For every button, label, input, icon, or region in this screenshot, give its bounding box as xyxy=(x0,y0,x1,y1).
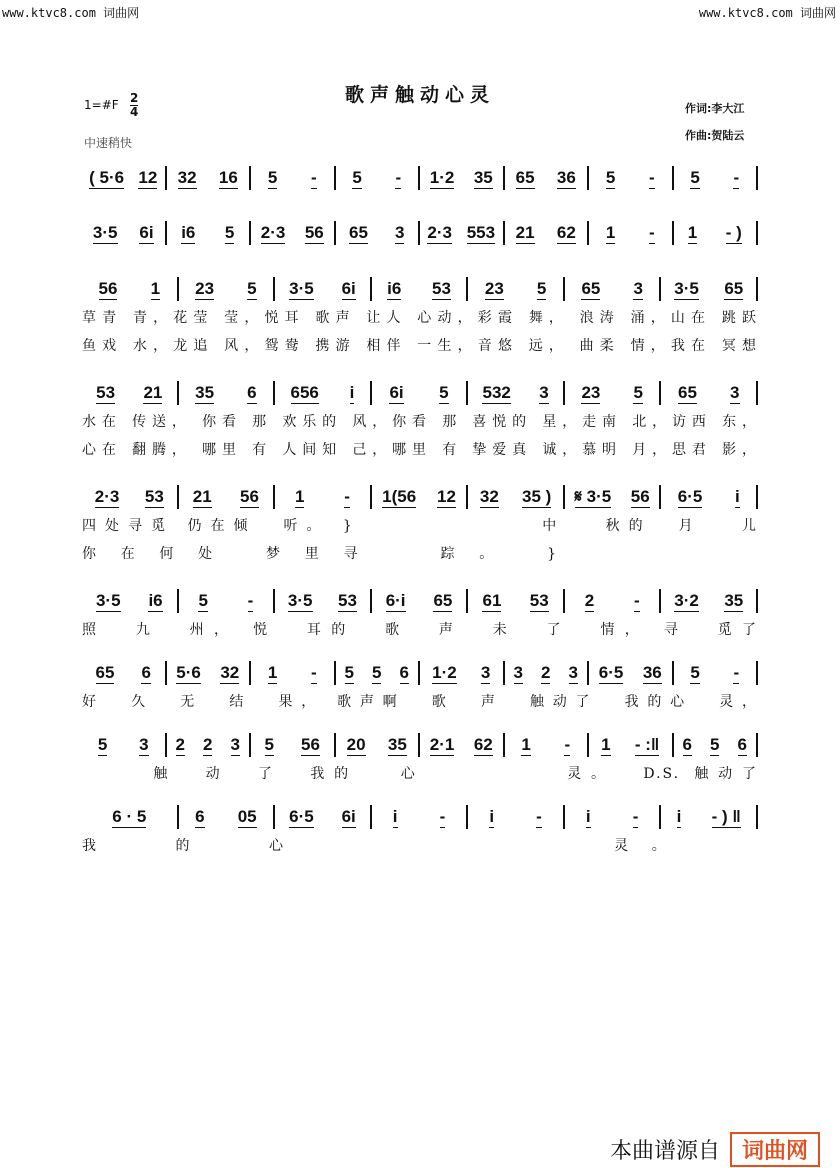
note-group: 1 xyxy=(150,278,161,298)
note-group: 2 xyxy=(584,590,595,610)
measure xyxy=(505,733,590,757)
note-group: i xyxy=(585,806,591,826)
note-group: 1·2 xyxy=(429,167,455,187)
note-group: i6 xyxy=(148,590,163,610)
note-group: 2 xyxy=(175,734,185,754)
note-group: i xyxy=(349,382,355,402)
note-group: - xyxy=(733,662,740,682)
note-group: 5 xyxy=(264,734,274,754)
measure xyxy=(661,805,758,829)
notation-row xyxy=(82,661,758,685)
lyrics-line: 鱼戏 水，龙追 风，鸳鸯 携游 相伴 一生，音悠 远， 曲柔 情，我在 冥想 xyxy=(82,338,758,354)
measure xyxy=(251,733,336,757)
note-group: 6 xyxy=(682,734,692,754)
lyrics-line: 我 的 心 灵。 xyxy=(82,838,758,854)
note-group: 36 xyxy=(642,662,662,682)
measure xyxy=(589,733,674,757)
note-group: 2·3 xyxy=(260,222,286,242)
note-group: 65 xyxy=(678,382,697,402)
measure xyxy=(565,381,662,405)
note-group: 3·5 xyxy=(674,278,699,298)
notation-row xyxy=(82,381,758,405)
measure xyxy=(589,166,674,190)
lyrics-line: 四处寻觅 仍在倾 听。 } 中 秋的 月 儿 xyxy=(82,518,758,534)
note-group: 35 xyxy=(195,382,215,402)
note-group: 2 xyxy=(541,662,551,682)
note-group: 20 xyxy=(346,734,366,754)
measure xyxy=(372,589,469,613)
measure xyxy=(505,221,590,245)
note-group: 6·5 xyxy=(598,662,624,682)
note-group: 6·5 xyxy=(289,806,314,826)
measure xyxy=(167,661,252,685)
note-group: 3 xyxy=(633,278,643,298)
note-group: 3 xyxy=(513,662,523,682)
note-group: 23 xyxy=(195,278,215,298)
note-group: 2·1 xyxy=(429,734,455,754)
note-group: 32 xyxy=(479,486,499,506)
note-group: - xyxy=(733,167,740,187)
measure xyxy=(167,221,252,245)
measure xyxy=(82,733,167,757)
measure xyxy=(420,166,505,190)
note-group: i6 xyxy=(387,278,402,298)
note-group: 12 xyxy=(436,486,456,506)
note-group: 53 xyxy=(96,382,116,402)
note-group: 65 xyxy=(95,662,115,682)
measure xyxy=(179,485,276,509)
note-group: 65 xyxy=(433,590,453,610)
measure xyxy=(661,485,758,509)
note-group: 1(56 xyxy=(382,486,417,506)
measure xyxy=(505,661,590,685)
time-bottom: 4 xyxy=(130,105,139,119)
measure xyxy=(674,166,759,190)
note-group: i xyxy=(676,806,682,826)
note-group: 65 xyxy=(581,278,601,298)
lyrics-line: 草青 青，花莹 莹，悦耳 歌声 让人 心动，彩霞 舞， 浪涛 涌，山在 跳跃 xyxy=(82,310,758,326)
composer: 作曲:贺陆云 xyxy=(685,129,745,142)
notation-row xyxy=(82,221,758,245)
note-group: 5 xyxy=(690,662,700,682)
notation-row xyxy=(82,589,758,613)
note-group: 6i xyxy=(341,278,356,298)
note-group: 56 xyxy=(630,486,650,506)
note-group: 6 xyxy=(737,734,747,754)
measure xyxy=(251,221,336,245)
measure xyxy=(179,589,276,613)
lyrics-line: 你在何处 梦里寻 踪。 } xyxy=(82,546,758,562)
lyrics-line: 照 九 州， 悦 耳的 歌 声 未 了 情， 寻 觅了 xyxy=(82,622,758,638)
note-group: 1·2 xyxy=(432,662,457,682)
measure xyxy=(251,661,336,685)
measure xyxy=(179,805,276,829)
measure xyxy=(251,166,336,190)
measure xyxy=(179,277,276,301)
note-group: i xyxy=(734,486,740,506)
note-group: 35 ) xyxy=(521,486,552,506)
note-group: 6 · 5 xyxy=(112,806,147,826)
note-group: 36 xyxy=(556,167,576,187)
note-group: 5 xyxy=(372,662,382,682)
measure xyxy=(589,221,674,245)
note-group: 3 xyxy=(139,734,149,754)
note-group: 656 xyxy=(290,382,319,402)
note-group: 21 xyxy=(143,382,163,402)
note-group: 3 xyxy=(730,382,740,402)
note-group: 5 xyxy=(247,278,257,298)
note-group: 6 xyxy=(399,662,409,682)
measure xyxy=(275,589,372,613)
note-group: 53 xyxy=(144,486,164,506)
measure xyxy=(179,381,276,405)
note-group: 65 xyxy=(349,222,368,242)
note-group: 2 xyxy=(203,734,213,754)
note-group: 5 xyxy=(690,167,700,187)
measure xyxy=(565,277,662,301)
note-group: 56 xyxy=(301,734,320,754)
measure xyxy=(372,805,469,829)
note-group: - xyxy=(395,167,402,187)
note-group: 53 xyxy=(338,590,357,610)
note-group: 32 xyxy=(177,167,197,187)
watermark-right: www.ktvc8.com 词曲网 xyxy=(698,6,836,20)
measure xyxy=(661,277,758,301)
note-group: 5 xyxy=(198,590,208,610)
note-group: 3 xyxy=(568,662,578,682)
measure xyxy=(275,805,372,829)
measure xyxy=(372,381,469,405)
measure xyxy=(82,661,167,685)
note-group: 65 xyxy=(724,278,744,298)
note-group: 3·5 xyxy=(92,222,118,242)
note-group: - xyxy=(247,590,254,610)
watermark-left: www.ktvc8.com 词曲网 xyxy=(2,6,140,20)
notation-row xyxy=(82,166,758,190)
measure xyxy=(420,733,505,757)
note-group: 𝄋 3·5 xyxy=(574,486,612,506)
measure xyxy=(565,805,662,829)
note-group: i xyxy=(392,806,398,826)
measure xyxy=(674,221,759,245)
note-group: 3·5 xyxy=(287,590,313,610)
notation-row xyxy=(82,277,758,301)
note-group: 6 xyxy=(247,382,257,402)
measure xyxy=(372,485,469,509)
note-group: 5·6 xyxy=(176,662,201,682)
notation-row xyxy=(82,485,758,509)
lyrics-line: 水在 传送， 你看 那 欢乐的 风，你看 那 喜悦的 星，走南 北，访西 东， xyxy=(82,414,758,430)
key-signature: 1=#F xyxy=(84,98,119,112)
footer-text: 本曲谱源自 xyxy=(610,1139,721,1164)
note-group: 3·2 xyxy=(674,590,699,610)
notation-row xyxy=(82,805,758,829)
note-group: 56 xyxy=(98,278,118,298)
measure xyxy=(82,805,179,829)
note-group: 1 xyxy=(687,222,698,242)
measure xyxy=(336,221,421,245)
note-group: - :‖ xyxy=(634,734,660,754)
note-group: 05 xyxy=(237,806,257,826)
note-group: 35 xyxy=(724,590,744,610)
measure xyxy=(82,589,179,613)
note-group: - ) ‖ xyxy=(711,806,741,826)
note-group: 5 xyxy=(267,167,278,187)
note-group: 6 xyxy=(141,662,151,682)
note-group: 6·5 xyxy=(677,486,703,506)
time-top: 2 xyxy=(130,91,139,105)
measure xyxy=(468,589,565,613)
measure xyxy=(468,277,565,301)
measure xyxy=(468,485,565,509)
tempo-marking: 中速稍快 xyxy=(84,136,133,150)
lyrics-line: 触 动 了 我的 心 灵。 D.S. 触动了 xyxy=(82,766,758,782)
measure xyxy=(336,733,421,757)
note-group: ( 5·6 xyxy=(89,167,125,187)
measure xyxy=(82,381,179,405)
note-group: 553 xyxy=(466,222,496,242)
note-group: 532 xyxy=(482,382,511,402)
note-group: 23 xyxy=(581,382,601,402)
measure xyxy=(661,589,758,613)
measure xyxy=(468,805,565,829)
note-group: 3 xyxy=(480,662,491,682)
lyrics-line: 心在 翻腾， 哪里 有 人间知 己，哪里 有 挚爱真 诚，慕明 月，思君 影， xyxy=(82,442,758,458)
note-group: 56 xyxy=(304,222,324,242)
note-group: 3·5 xyxy=(95,590,121,610)
note-group: 5 xyxy=(352,167,362,187)
measure xyxy=(372,277,469,301)
note-group: 21 xyxy=(515,222,535,242)
note-group: - xyxy=(564,734,571,754)
note-group: i6 xyxy=(181,222,196,242)
note-group: - xyxy=(633,590,640,610)
note-group: 1 xyxy=(605,222,616,242)
note-group: 56 xyxy=(240,486,259,506)
note-group: 6 xyxy=(195,806,205,826)
note-group: - xyxy=(344,486,350,506)
note-group: - xyxy=(310,662,317,682)
measure xyxy=(167,733,252,757)
note-group: 5 xyxy=(710,734,720,754)
time-signature xyxy=(130,92,138,119)
note-group: 23 xyxy=(484,278,504,298)
note-group: 62 xyxy=(556,222,576,242)
note-group: 5 xyxy=(344,662,354,682)
note-group: 3 xyxy=(539,382,549,402)
measure xyxy=(82,166,167,190)
measure xyxy=(167,166,252,190)
note-group: 3 xyxy=(230,734,240,754)
note-group: 1 xyxy=(295,486,305,506)
measure xyxy=(661,381,758,405)
note-group: 6i xyxy=(389,382,404,402)
measure xyxy=(565,589,662,613)
measure xyxy=(420,221,505,245)
notation-row xyxy=(82,733,758,757)
note-group: 3·5 xyxy=(289,278,314,298)
note-group: 6i xyxy=(139,222,154,242)
note-group: 35 xyxy=(473,167,493,187)
note-group: 32 xyxy=(220,662,240,682)
footer xyxy=(610,1132,820,1167)
note-group: 1 xyxy=(601,734,611,754)
note-group: 1 xyxy=(267,662,278,682)
note-group: 65 xyxy=(515,167,535,187)
note-group: 5 xyxy=(633,382,643,402)
note-group: - ) xyxy=(725,222,742,242)
note-group: - xyxy=(310,167,317,187)
song-title: 歌声触动心灵 xyxy=(344,84,495,106)
note-group: 5 xyxy=(439,382,449,402)
note-group: - xyxy=(648,222,655,242)
measure xyxy=(468,381,565,405)
note-group: 5 xyxy=(605,167,616,187)
measure xyxy=(505,166,590,190)
note-group: 61 xyxy=(482,590,502,610)
measure xyxy=(275,381,372,405)
note-group: 53 xyxy=(432,278,451,298)
brand-logo[interactable]: 词曲网 xyxy=(730,1132,820,1167)
note-group: 16 xyxy=(218,167,238,187)
measure xyxy=(82,221,167,245)
measure xyxy=(275,485,372,509)
note-group: 5 xyxy=(97,734,108,754)
note-group: 35 xyxy=(387,734,407,754)
note-group: - xyxy=(536,806,542,826)
note-group: i xyxy=(489,806,495,826)
note-group: 53 xyxy=(529,590,549,610)
measure xyxy=(674,661,759,685)
note-group: 6i xyxy=(341,806,356,826)
note-group: - xyxy=(439,806,446,826)
lyricist: 作词:李大江 xyxy=(685,102,745,115)
measure xyxy=(565,485,662,509)
note-group: 1 xyxy=(521,734,531,754)
note-group: 3 xyxy=(394,222,405,242)
note-group: 6·i xyxy=(385,590,406,610)
note-group: 62 xyxy=(473,734,493,754)
note-group: 5 xyxy=(224,222,235,242)
note-group: 2·3 xyxy=(427,222,452,242)
note-group: - xyxy=(648,167,655,187)
note-group: 2·3 xyxy=(94,486,120,506)
note-group: 21 xyxy=(192,486,212,506)
measure xyxy=(420,661,505,685)
measure xyxy=(82,485,179,509)
measure xyxy=(275,277,372,301)
measure xyxy=(674,733,759,757)
measure xyxy=(336,166,421,190)
measure xyxy=(336,661,421,685)
note-group: - xyxy=(632,806,639,826)
note-group: 5 xyxy=(536,278,547,298)
measure xyxy=(589,661,674,685)
lyrics-line: 好 久 无 结 果， 歌声啊 歌 声 触动了 我的心 灵， xyxy=(82,694,758,710)
note-group: 12 xyxy=(138,167,158,187)
measure xyxy=(82,277,179,301)
